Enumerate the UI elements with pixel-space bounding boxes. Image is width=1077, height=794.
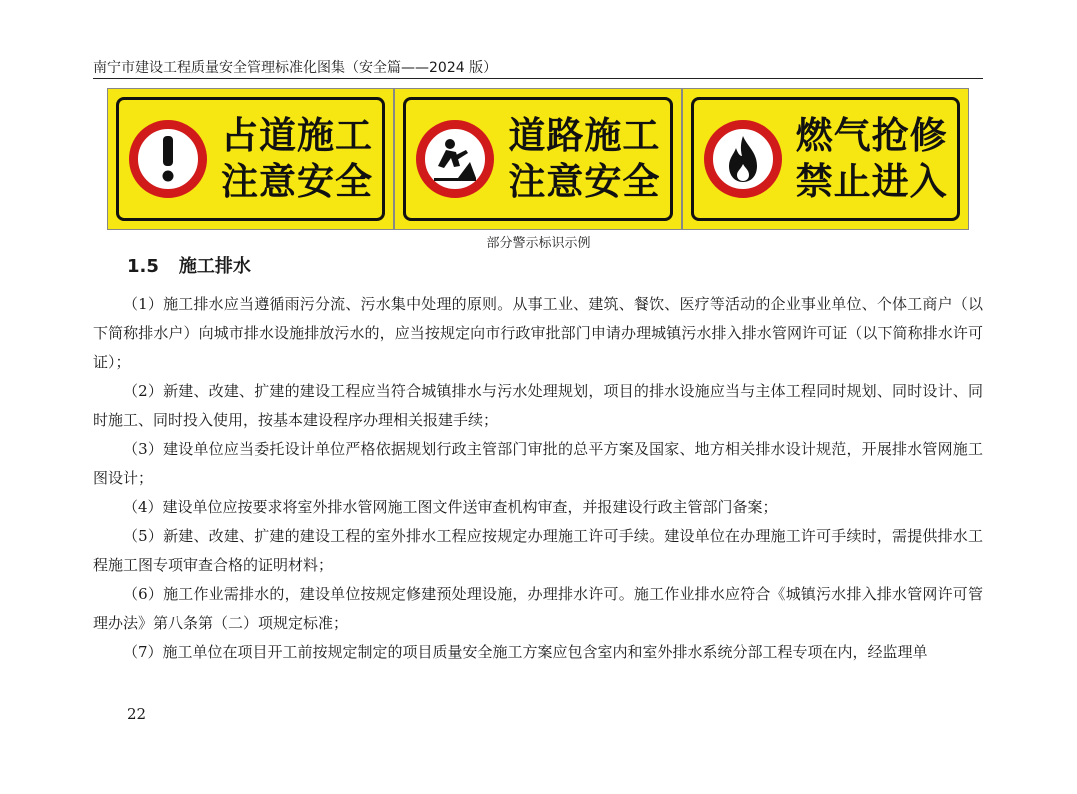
sign-line2: 注意安全 (508, 160, 661, 203)
section-number: 1.5 (127, 256, 159, 277)
paragraph: （2）新建、改建、扩建的建设工程应当符合城镇排水与污水处理规划，项目的排水设施应当与主体工程同时规划、同时设计、同时施工、同时投入使用，按基本建设程序办理相关报建手续； (93, 382, 983, 429)
road-work-icon (416, 120, 494, 198)
body-text (93, 290, 983, 667)
section-heading (127, 252, 251, 278)
paragraph: （3）建设单位应当委托设计单位严格依据规划行政主管部门审批的总平方案及国家、地方相关排水设计规范，开展排水管网施工图设计； (93, 440, 983, 487)
warning-sign-gas-repair (682, 88, 969, 230)
sign-line1: 道路施工 (508, 114, 661, 157)
paragraph: （7）施工单位在项目开工前按规定制定的项目质量安全施工方案应包含室内和室外排水系统分部工程专项在内，经监理单 (123, 643, 928, 661)
sign-line1: 燃气抢修 (795, 114, 948, 157)
sign-line1: 占道施工 (221, 114, 373, 157)
running-header: 南宁市建设工程质量安全管理标准化图集（安全篇——2024 版） (93, 58, 983, 79)
paragraph: （4）建设单位应按要求将室外排水管网施工图文件送审查机构审查，并报建设行政主管部门备案； (123, 498, 778, 516)
figure-caption: 部分警示标识示例 (486, 236, 591, 251)
flame-icon (704, 120, 782, 198)
paragraph: （6）施工作业需排水的，建设单位按规定修建预处理设施，办理排水许可。施工作业排水应符合《城镇污水排入排水管网许可管理办法》第八条第（二）项规定标准； (93, 585, 983, 632)
paragraph: （1）施工排水应当遵循雨污分流、污水集中处理的原则。从事工业、建筑、餐饮、医疗等活动的企业事业单位、个体工商户（以下简称排水户）向城市排水设施排放污水的，应当按规定向市行政审批部门申请办理城镇污水排入排水管网许可证（以下简称排水许可证）； (93, 295, 983, 371)
warning-signs-figure (107, 88, 969, 230)
exclamation-icon (129, 120, 207, 198)
sign-line2: 禁止进入 (795, 160, 948, 203)
warning-sign-road-occupation (107, 88, 394, 230)
section-title: 施工排水 (178, 256, 251, 277)
warning-sign-road-work (394, 88, 681, 230)
page-number: 22 (127, 705, 147, 723)
sign-line2: 注意安全 (221, 160, 373, 203)
paragraph: （5）新建、改建、扩建的建设工程的室外排水工程应按规定办理施工许可手续。建设单位在办理施工许可手续时，需提供排水工程施工图专项审查合格的证明材料； (93, 527, 983, 574)
